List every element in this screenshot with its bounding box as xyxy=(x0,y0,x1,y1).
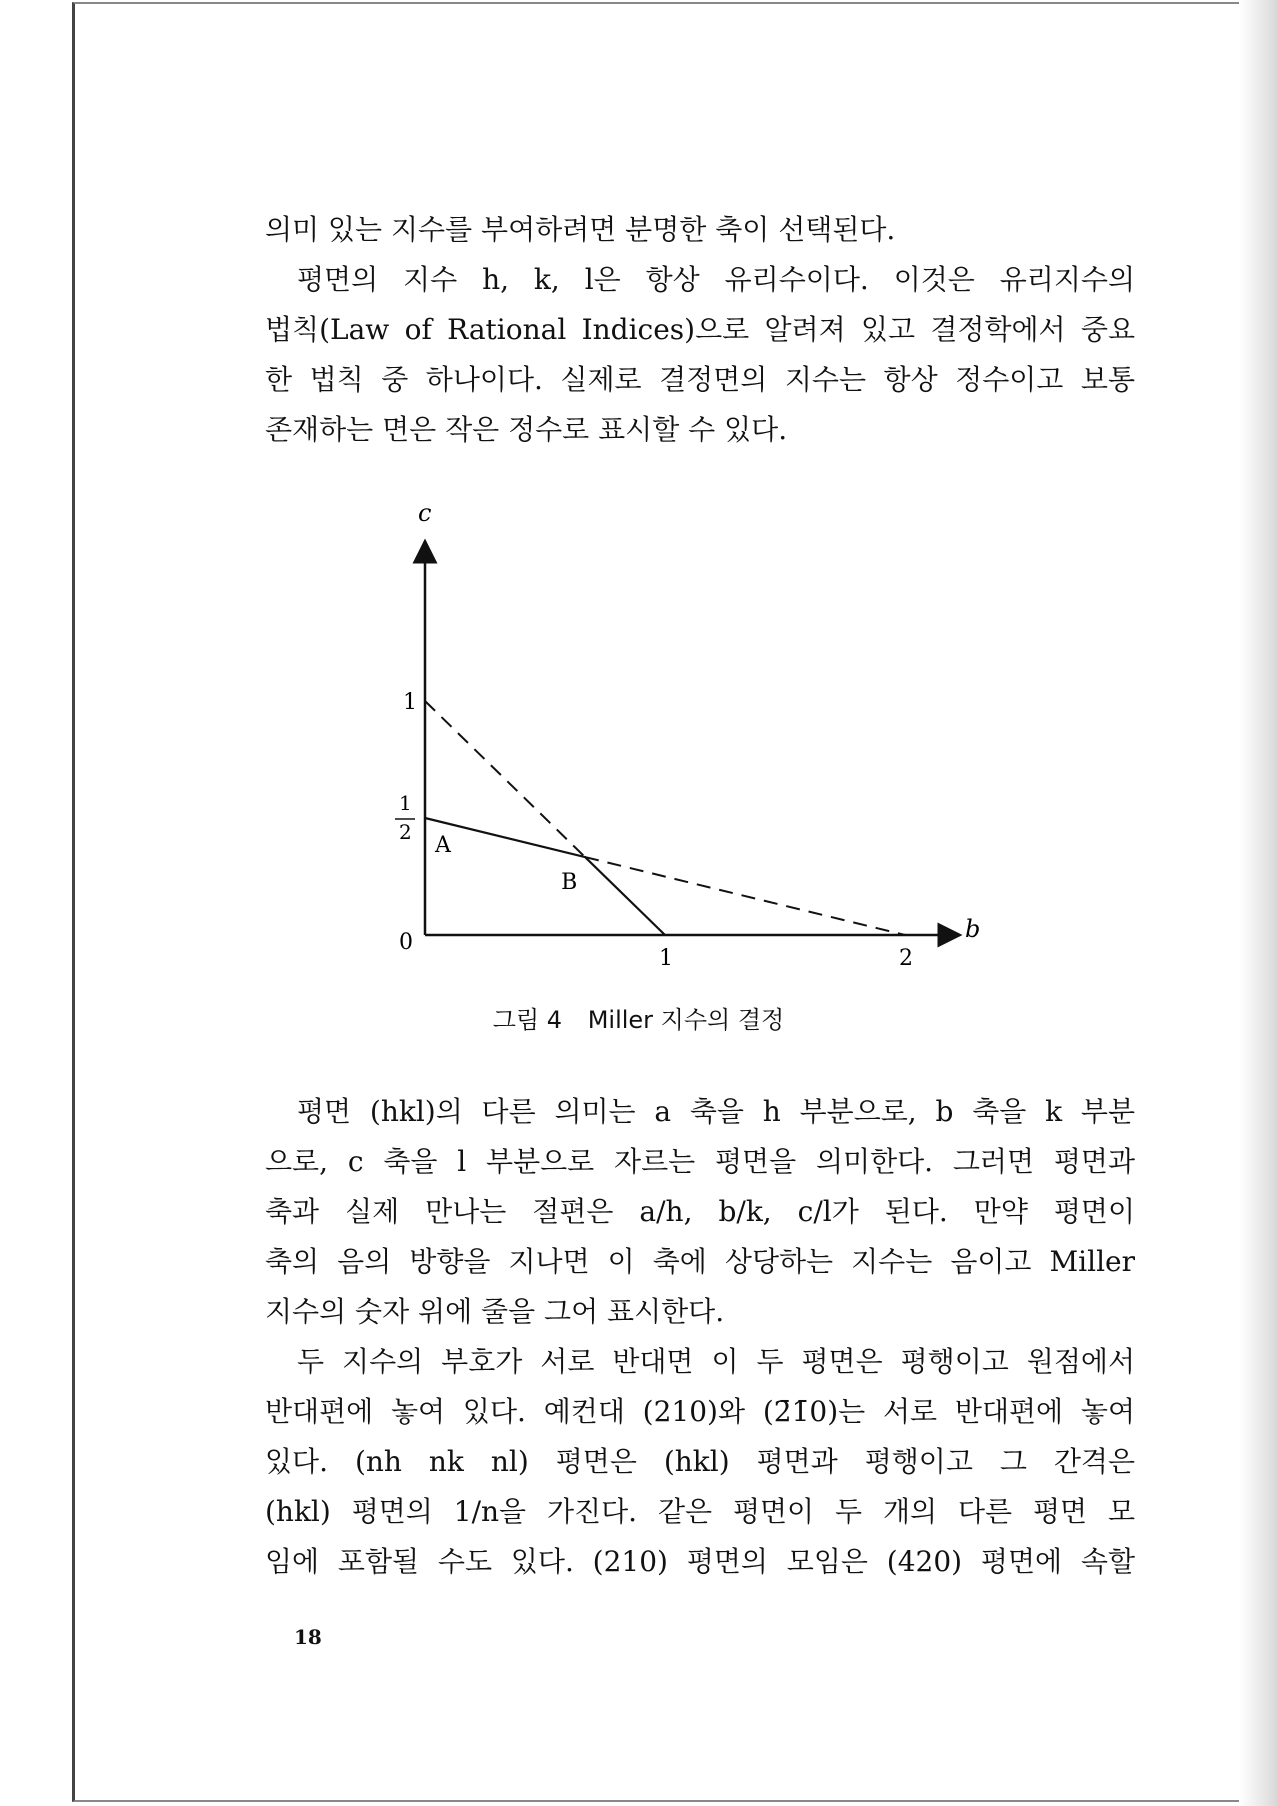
b-tick-2: 2 xyxy=(899,946,913,971)
b-axis-label: b xyxy=(965,915,981,943)
paragraph-hkl-meaning xyxy=(265,1087,1135,1587)
text-line: 임에 포함될 수도 있다. (210) 평면의 모임은 (420) 평면에 속할 xyxy=(265,1545,1135,1578)
text-line: (hkl) 평면의 1/n을 가진다. 같은 평면이 두 개의 다른 평면 모 xyxy=(265,1495,1135,1528)
origin-tick: 0 xyxy=(399,930,413,955)
figure-caption xyxy=(0,1000,1277,1035)
text-line: 법칙(Law of Rational Indices)으로 알려져 있고 결정학에서 중요 xyxy=(265,313,1135,346)
page-number: 18 xyxy=(294,1625,322,1649)
miller-index-figure xyxy=(380,490,1000,990)
text-line: 반대편에 놓여 있다. 예컨대 (210)와 (2̄1̄0)는 서로 반대편에 놓여 xyxy=(265,1395,1135,1428)
series-line-0 xyxy=(425,818,665,935)
page-edge-shadow xyxy=(1239,0,1277,1806)
figure-plot xyxy=(380,490,1000,990)
c-tick-half-numerator: 1 xyxy=(399,791,412,815)
text-line: 축의 음의 방향을 지나면 이 축에 상당하는 지수는 음이고 Miller xyxy=(265,1245,1135,1278)
plane-b-label: B xyxy=(561,870,578,896)
series-line-2 xyxy=(585,857,905,935)
c-tick-half-denominator: 2 xyxy=(399,820,412,844)
figure-caption-text: Miller 지수의 결정 xyxy=(587,1006,785,1034)
text-line: 의미 있는 지수를 부여하려면 분명한 축이 선택된다. xyxy=(265,213,896,246)
text-line: 한 법칙 중 하나이다. 실제로 결정면의 지수는 항상 정수이고 보통 xyxy=(265,363,1135,396)
text-line: 으로, c 축을 l 부분으로 자르는 평면을 의미한다. 그러면 평면과 xyxy=(265,1145,1135,1178)
plane-a-label: A xyxy=(435,833,451,858)
paragraph-intro xyxy=(265,205,1135,455)
text-line: 두 지수의 부호가 서로 반대면 이 두 평면은 평행이고 원점에서 xyxy=(297,1345,1135,1378)
text-line: 지수의 숫자 위에 줄을 그어 표시한다. xyxy=(265,1295,725,1328)
figure-number: 그림 4 xyxy=(492,1006,563,1034)
text-line: 평면의 지수 h, k, l은 항상 유리수이다. 이것은 유리지수의 xyxy=(297,263,1135,296)
b-tick-1: 1 xyxy=(659,946,673,971)
text-line: 있다. (nh nk nl) 평면은 (hkl) 평면과 평행이고 그 간격은 xyxy=(265,1445,1135,1478)
text-line: 존재하는 면은 작은 정수로 표시할 수 있다. xyxy=(265,413,788,446)
text-line: 축과 실제 만나는 절편은 a/h, b/k, c/l가 된다. 만약 평면이 xyxy=(265,1195,1135,1228)
c-tick-1: 1 xyxy=(403,690,417,715)
c-axis-label: c xyxy=(418,499,432,527)
text-line: 평면 (hkl)의 다른 의미는 a 축을 h 부분으로, b 축을 k 부분 xyxy=(297,1095,1135,1128)
